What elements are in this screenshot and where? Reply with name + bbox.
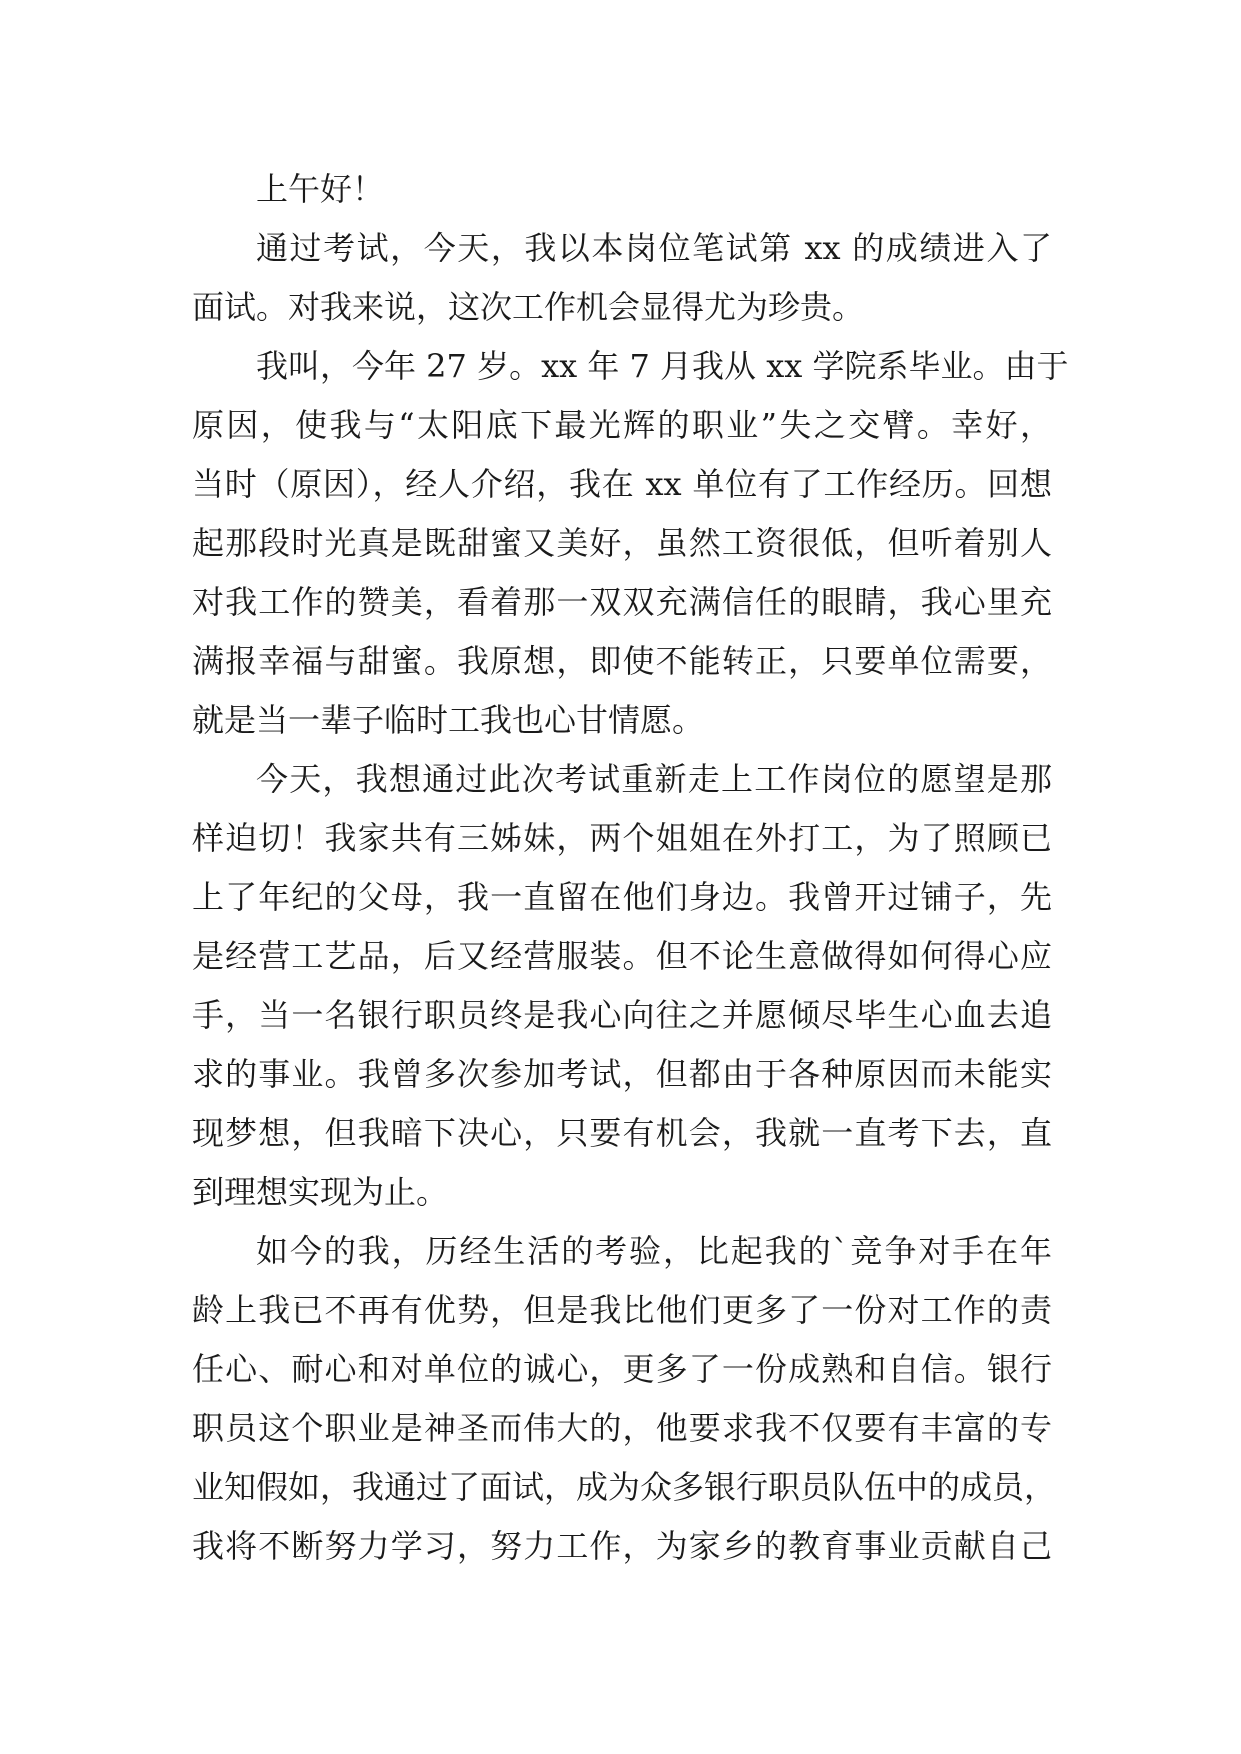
paragraph-line: 任心、耐心和对单位的诚心，更多了一份成熟和自信。银行 [192,1350,1052,1388]
paragraph-line: 起那段时光真是既甜蜜又美好，虽然工资很低，但听着别人 [192,524,1052,562]
paragraph-line: 业知假如，我通过了面试，成为众多银行职员队伍中的成员， [192,1468,1057,1506]
paragraph-line: 满报幸福与甜蜜。我原想，即使不能转正，只要单位需要， [192,642,1052,680]
paragraph-line: 面试。对我来说，这次工作机会显得尤为珍贵。 [192,288,865,326]
paragraph-line: 样迫切！我家共有三姊妹，两个姐姐在外打工，为了照顾已 [192,819,1052,857]
paragraph-line: 职员这个职业是神圣而伟大的，他要求我不仅要有丰富的专 [192,1409,1052,1447]
paragraph-line: 是经营工艺品，后又经营服装。但不论生意做得如何得心应 [192,937,1052,975]
paragraph-line: 原因，使我与“太阳底下最光辉的职业”失之交臂。幸好， [192,406,1052,444]
paragraph-line: 到理想实现为止。 [192,1173,449,1211]
paragraph-line: 龄上我已不再有优势，但是我比他们更多了一份对工作的责 [192,1291,1052,1329]
paragraph-line: 上了年纪的父母，我一直留在他们身边。我曾开过铺子，先 [192,878,1052,916]
paragraph-line: 今天，我想通过此次考试重新走上工作岗位的愿望是那 [256,760,1052,798]
paragraph-line: 手，当一名银行职员终是我心向往之并愿倾尽毕生心血去追 [192,996,1052,1034]
paragraph-line: 对我工作的赞美，看着那一双双充满信任的眼睛，我心里充 [192,583,1052,621]
paragraph-line: 我将不断努力学习，努力工作，为家乡的教育事业贡献自己 [192,1527,1052,1565]
paragraph-line: 通过考试，今天，我以本岗位笔试第 xx 的成绩进入了 [256,229,1052,267]
paragraph-line: 如今的我，历经生活的考验，比起我的`竞争对手在年 [256,1232,1052,1270]
document-body [192,160,1069,1576]
paragraph-line: 现梦想，但我暗下决心，只要有机会，我就一直考下去，直 [192,1114,1052,1152]
paragraph-line: 当时（原因），经人介绍，我在 xx 单位有了工作经历。回想 [192,465,1052,503]
paragraph-line: 就是当一辈子临时工我也心甘情愿。 [192,701,705,739]
paragraph-line: 求的事业。我曾多次参加考试，但都由于各种原因而未能实 [192,1055,1052,1093]
greeting-line: 上午好！ [256,170,385,208]
paragraph-line: 我叫，今年 27 岁。xx 年 7 月我从 xx 学院系毕业。由于 [256,347,1069,385]
